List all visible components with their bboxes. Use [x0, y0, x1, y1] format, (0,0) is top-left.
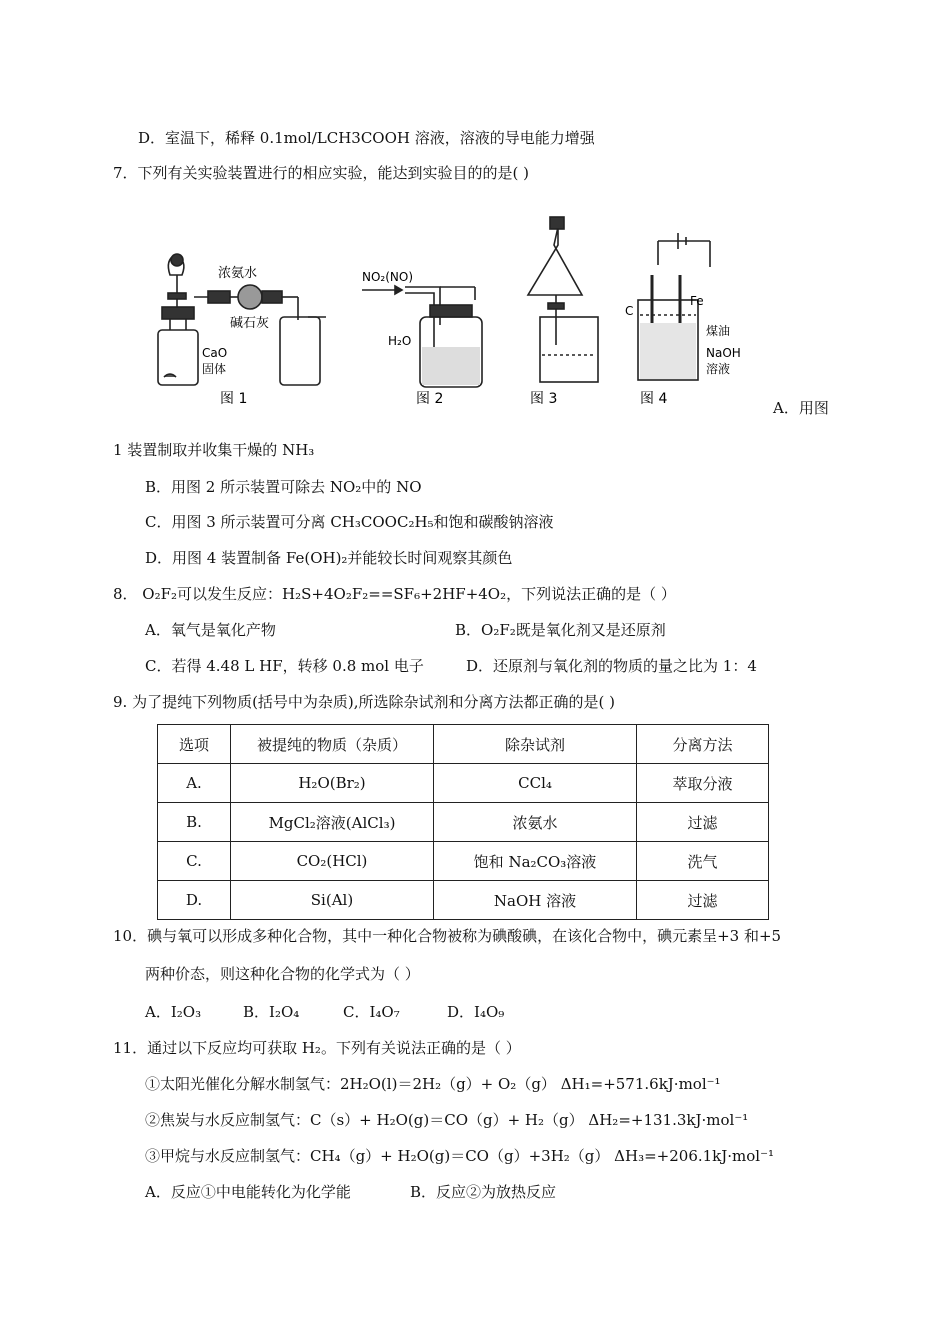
q10-option-b: B．I₂O₄ — [243, 1003, 300, 1021]
q7-option-b: B．用图 2 所示装置可除去 NO₂中的 NO — [145, 478, 422, 496]
fig4-kerosene-label: 煤油 — [706, 324, 731, 338]
fig4-caption: 图 4 — [640, 391, 668, 407]
table-cell: NaOH 溶液 — [434, 881, 637, 920]
table-cell: 饱和 Na₂CO₃溶液 — [434, 842, 637, 881]
fig3-caption: 图 3 — [530, 391, 558, 407]
q10-stem-line1: 10．碘与氧可以形成多种化合物，其中一种化合物被称为碘酸碘，在该化合物中，碘元素呈+3 和+5 — [113, 927, 782, 945]
q7-apparatus-figure — [130, 205, 780, 415]
table-cell: 过滤 — [637, 881, 769, 920]
q7-option-a-part2: 1 装置制取并收集干燥的 NH₃ — [113, 441, 315, 459]
q11-reaction-3: ③甲烷与水反应制氢气：CH₄（g）+ H₂O(g)＝CO（g）+3H₂（g） ΔH₃=+206.1kJ·mol⁻¹ — [145, 1147, 775, 1165]
fig2-gas-label: NO₂(NO) — [362, 270, 414, 284]
q8-option-a: A．氧气是氧化产物 — [145, 621, 276, 639]
fig2-water-label: H₂O — [388, 334, 412, 348]
table-cell: H₂O(Br₂) — [231, 764, 434, 803]
q7-option-a-part1: A．用图 — [773, 399, 829, 417]
fig1-cao-label: CaO — [202, 346, 228, 360]
q6-option-d: D．室温下，稀释 0.1mol/LCH3COOH 溶液，溶液的导电能力增强 — [138, 129, 595, 147]
table-cell: 洗气 — [637, 842, 769, 881]
fig1-caption: 图 1 — [220, 391, 248, 407]
table-header: 被提纯的物质（杂质） — [231, 725, 434, 764]
fig4-c-label: C — [625, 304, 634, 318]
fig1-sodalime-label: 碱石灰 — [230, 316, 270, 331]
table-header: 分离方法 — [637, 725, 769, 764]
q10-option-c: C．I₄O₇ — [343, 1003, 400, 1021]
q7-option-c: C．用图 3 所示装置可分离 CH₃COOC₂H₅和饱和碳酸钠溶液 — [145, 513, 554, 531]
table-header-row — [158, 725, 769, 764]
q8-option-b: B．O₂F₂既是氧化剂又是还原剂 — [455, 621, 666, 639]
fig2-caption: 图 2 — [416, 391, 444, 407]
fig4-solution-label: 溶液 — [706, 362, 731, 376]
q11-option-a: A．反应①中电能转化为化学能 — [145, 1183, 351, 1201]
q11-stem: 11．通过以下反应均可获取 H₂。下列有关说法正确的是（ ） — [113, 1039, 521, 1057]
table-cell: MgCl₂溶液(AlCl₃) — [231, 803, 434, 842]
q8-stem: 8． O₂F₂可以发生反应：H₂S+4O₂F₂==SF₆+2HF+4O₂，下列说法正确的是（ ） — [113, 585, 676, 603]
table-cell: 过滤 — [637, 803, 769, 842]
fig1-ammonia-label: 浓氨水 — [218, 266, 258, 281]
table-row — [158, 803, 769, 842]
table-header: 选项 — [158, 725, 231, 764]
q7-stem: 7．下列有关实验装置进行的相应实验，能达到实验目的的是( ) — [113, 164, 530, 182]
q11-reaction-2: ②焦炭与水反应制氢气：C（s）+ H₂O(g)＝CO（g）+ H₂（g） ΔH₂=+131.3kJ·mol⁻¹ — [145, 1111, 749, 1129]
fig1-solid-label: 固体 — [202, 362, 227, 376]
q9-stem: 9. 为了提纯下列物质(括号中为杂质),所选除杂试剂和分离方法都正确的是( ) — [113, 693, 616, 711]
apparatus-diagram — [130, 205, 780, 415]
table-cell: D. — [158, 881, 231, 920]
q10-option-a: A．I₂O₃ — [145, 1003, 202, 1021]
q8-option-c: C．若得 4.48 L HF，转移 0.8 mol 电子 — [145, 657, 424, 675]
table-cell: 萃取分液 — [637, 764, 769, 803]
table-cell: C. — [158, 842, 231, 881]
q10-option-d: D．I₄O₉ — [447, 1003, 505, 1021]
table-row — [158, 842, 769, 881]
table-cell: A. — [158, 764, 231, 803]
table-cell: 浓氨水 — [434, 803, 637, 842]
q11-reaction-1: ①太阳光催化分解水制氢气：2H₂O(l)＝2H₂（g）+ O₂（g） ΔH₁=+571.6kJ·mol⁻¹ — [145, 1075, 721, 1093]
q7-option-d: D．用图 4 装置制备 Fe(OH)₂并能较长时间观察其颜色 — [145, 549, 513, 567]
table-row — [158, 881, 769, 920]
q9-table — [157, 724, 769, 920]
table-cell: CO₂(HCl) — [231, 842, 434, 881]
table-row — [158, 764, 769, 803]
q8-option-d: D．还原剂与氧化剂的物质的量之比为 1：4 — [466, 657, 757, 675]
q11-option-b: B．反应②为放热反应 — [410, 1183, 557, 1201]
table-header: 除杂试剂 — [434, 725, 637, 764]
table-cell: CCl₄ — [434, 764, 637, 803]
fig4-fe-label: Fe — [690, 294, 704, 308]
fig4-naoh-label: NaOH — [706, 346, 741, 360]
table-cell: Si(Al) — [231, 881, 434, 920]
table-cell: B. — [158, 803, 231, 842]
q10-stem-line2: 两种价态，则这种化合物的化学式为（ ） — [145, 965, 420, 983]
